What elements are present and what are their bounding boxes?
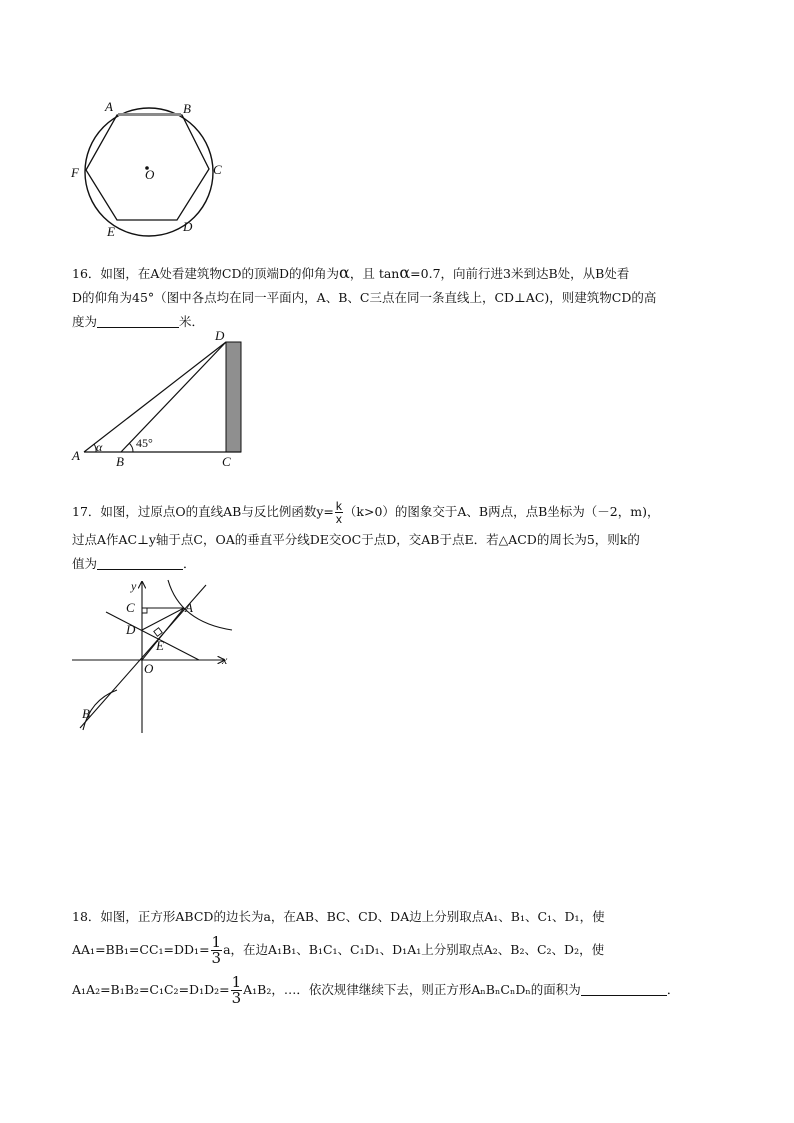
question-17: [72, 496, 732, 576]
label-B: B: [183, 101, 191, 116]
fraction-one-third: $\frac{1}{3}$: [211, 933, 222, 967]
label-45-degree: 45°: [136, 436, 153, 450]
angle-arc-45: [129, 443, 133, 452]
label-C: C: [222, 454, 231, 469]
hexagon-circle-figure: [66, 96, 236, 246]
q16-line1: 16．如图，在A处看建筑物CD的顶端D的仰角为α，且 tanα=0.7，向前行进3米到达B处，从B处看: [72, 263, 630, 282]
label-F: F: [71, 165, 79, 180]
segment-ad: [142, 608, 184, 630]
label-A: A: [72, 448, 80, 463]
question-16: [72, 261, 732, 334]
sight-line-ad: [84, 342, 226, 452]
fraction-one-third: $\frac{1}{3}$: [231, 973, 242, 1007]
label-C: C: [126, 600, 135, 615]
q16-line2: D的仰角为45°（图中各点均在同一平面内，A、B、C三点在同一条直线上，CD⊥AC)，则建筑物CD的高: [72, 290, 657, 305]
label-y: y: [131, 579, 137, 593]
label-A: A: [105, 99, 113, 114]
right-angle-mark-e: [154, 628, 162, 636]
label-B: B: [82, 706, 90, 721]
label-E: E: [107, 224, 115, 239]
label-D: D: [126, 622, 136, 637]
label-E: E: [156, 638, 164, 653]
label-C: C: [213, 162, 222, 177]
q17-line2: 过点A作AC⊥y轴于点C，OA的垂直平分线DE交OC于点D，交AB于点E．若△ACD的周长为5，则k的: [72, 532, 640, 547]
label-A: A: [185, 600, 193, 615]
hyperbola-coordinate-figure: [66, 575, 246, 740]
q18-line1: 18．如图，正方形ABCD的边长为a，在AB、BC、CD、DA边上分别取点A₁、B₁、C₁、D₁，使: [72, 909, 605, 924]
q17-line1: 17．如图，过原点O的直线AB与反比例函数y= $\frac{k}{x}$ （k>0）的图象交于A、B两点，点B坐标为（－2，m)，: [72, 499, 660, 526]
q17-line3: 值为 ．: [72, 556, 196, 571]
fraction-k-over-x: $\frac{k}{x}$: [335, 499, 342, 526]
label-alpha: α: [96, 440, 103, 454]
alpha-symbol: α: [339, 263, 350, 282]
answer-blank[interactable]: [581, 981, 667, 996]
alpha-symbol: α: [399, 263, 411, 282]
label-O: O: [145, 167, 155, 182]
q18-line3: A₁A₂=B₁B₂=C₁C₂=D₁D₂= $\frac{1}{3}$ A₁B₂，…．依次规律继续下去，则正方形AₙBₙCₙDₙ的面积为 ．: [72, 973, 680, 1007]
label-x: x: [222, 653, 228, 667]
answer-blank[interactable]: [97, 555, 183, 570]
line-de: [106, 612, 199, 660]
q18-line2: AA₁=BB₁=CC₁=DD₁= $\frac{1}{3}$ a，在边A₁B₁、B₁C₁、C₁D₁、D₁A₁上分别取点A₂、B₂、C₂、D₂，使: [72, 933, 605, 967]
label-B: B: [116, 454, 124, 469]
answer-blank[interactable]: [97, 313, 179, 328]
building-angle-figure: [66, 327, 246, 472]
label-D: D: [183, 219, 193, 234]
building-cd: [226, 342, 241, 452]
question-18: [72, 905, 732, 1009]
label-D: D: [215, 328, 225, 343]
right-angle-mark-c: [142, 608, 147, 613]
hyperbola-branch-1: [168, 580, 232, 630]
shaded-segment-ab: [118, 113, 181, 116]
q16-line3: 度为 米．: [72, 314, 205, 329]
label-O: O: [144, 661, 154, 676]
